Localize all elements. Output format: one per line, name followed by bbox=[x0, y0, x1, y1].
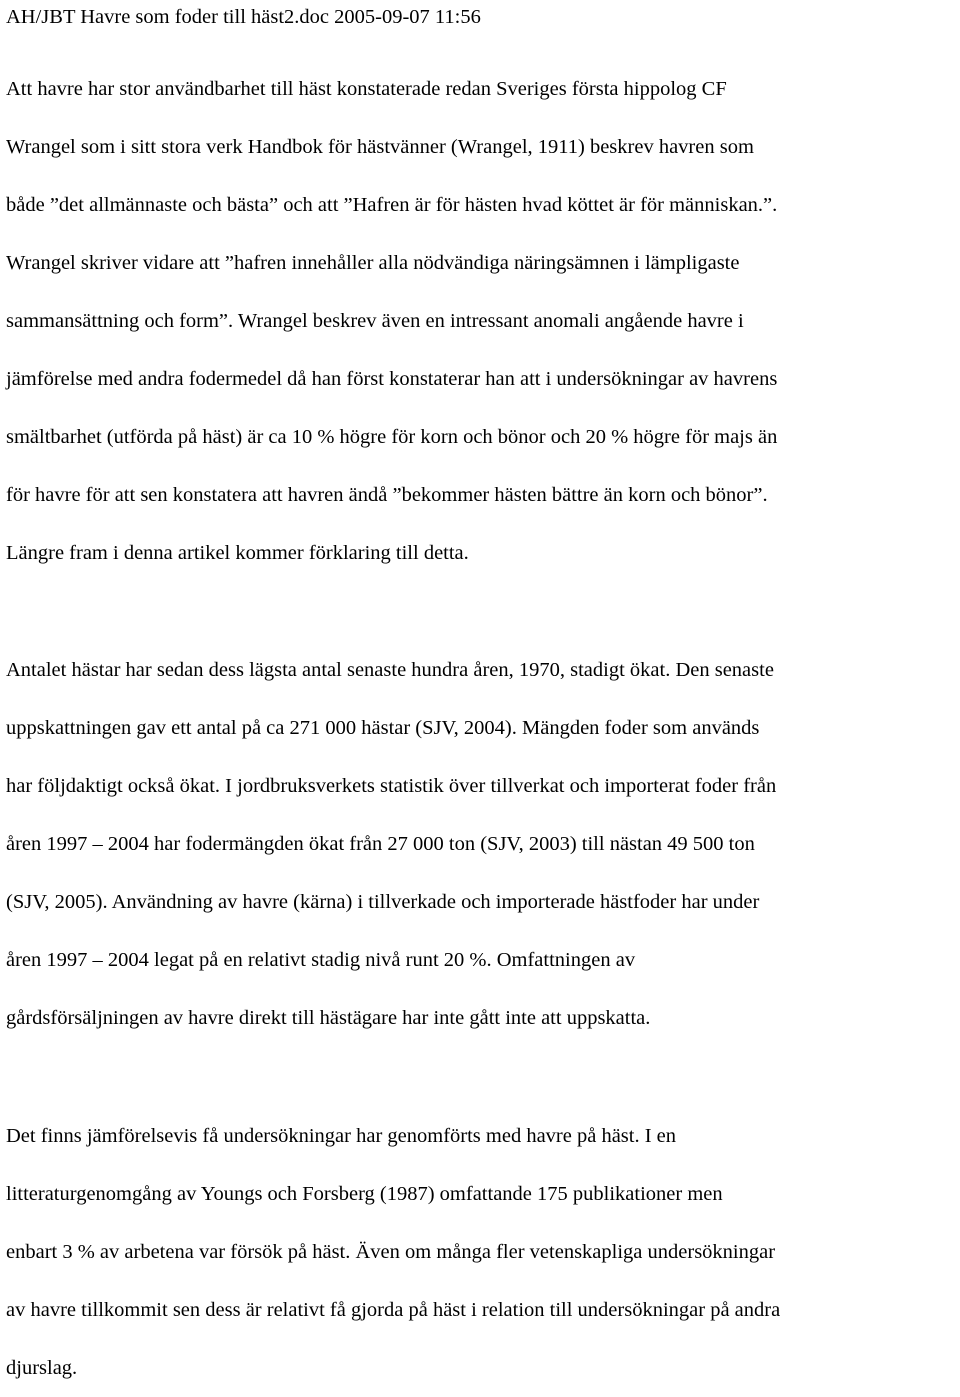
text-line: åren 1997 – 2004 har fodermängden ökat från 27 000 ton (SJV, 2003) till nästan 49 500 ton bbox=[6, 833, 755, 855]
text-line: både ”det allmännaste och bästa” och att ”Hafren är för hästen hvad köttet är för människan.”. bbox=[6, 194, 778, 216]
paragraph-3 bbox=[6, 1107, 960, 1397]
text-line: litteraturgenomgång av Youngs och Forsberg (1987) omfattande 175 publikationer men bbox=[6, 1183, 723, 1205]
text-line: har följdaktigt också ökat. I jordbruksverkets statistik över tillverkat och importerat foder från bbox=[6, 775, 777, 797]
text-line: Längre fram i denna artikel kommer förklaring till detta. bbox=[6, 542, 469, 564]
document-header: AH/JBT Havre som foder till häst2.doc 2005-09-07 11:56 bbox=[6, 6, 481, 28]
text-line: smältbarhet (utförda på häst) är ca 10 % högre för korn och bönor och 20 % högre för majs än bbox=[6, 426, 778, 448]
text-line: Det finns jämförelsevis få undersökningar har genomförts med havre på häst. I en bbox=[6, 1125, 677, 1147]
text-line: av havre tillkommit sen dess är relativt få gjorda på häst i relation till undersökningar på andra bbox=[6, 1299, 781, 1321]
text-line: för havre för att sen konstatera att havren ändå ”bekommer hästen bättre än korn och bönor”. bbox=[6, 484, 768, 506]
paragraph-2 bbox=[6, 641, 960, 1047]
text-line: jämförelse med andra fodermedel då han först konstaterar han att i undersökningar av havrens bbox=[6, 368, 778, 390]
text-line: uppskattningen gav ett antal på ca 271 000 hästar (SJV, 2004). Mängden foder som används bbox=[6, 717, 760, 739]
text-line: Att havre har stor användbarhet till häst konstaterade redan Sveriges första hippolog CF bbox=[6, 78, 727, 100]
text-line: Wrangel skriver vidare att ”hafren innehåller alla nödvändiga näringsämnen i lämpligaste bbox=[6, 252, 740, 274]
text-line: enbart 3 % av arbetena var försök på häst. Även om många fler vetenskapliga undersökningar bbox=[6, 1241, 776, 1263]
paragraph-1 bbox=[6, 60, 960, 582]
text-line: (SJV, 2005). Användning av havre (kärna) i tillverkade och importerade hästfoder har under bbox=[6, 891, 760, 913]
text-line: djurslag. bbox=[6, 1357, 78, 1379]
text-line: sammansättning och form”. Wrangel beskrev även en intressant anomali angående havre i bbox=[6, 310, 744, 332]
text-line: Antalet hästar har sedan dess lägsta antal senaste hundra åren, 1970, stadigt ökat. Den senaste bbox=[6, 659, 774, 681]
text-line: gårdsförsäljningen av havre direkt till hästägare har inte gått inte att uppskatta. bbox=[6, 1007, 651, 1029]
text-line: Wrangel som i sitt stora verk Handbok för hästvänner (Wrangel, 1911) beskrev havren som bbox=[6, 136, 754, 158]
text-line: åren 1997 – 2004 legat på en relativt stadig nivå runt 20 %. Omfattningen av bbox=[6, 949, 636, 971]
